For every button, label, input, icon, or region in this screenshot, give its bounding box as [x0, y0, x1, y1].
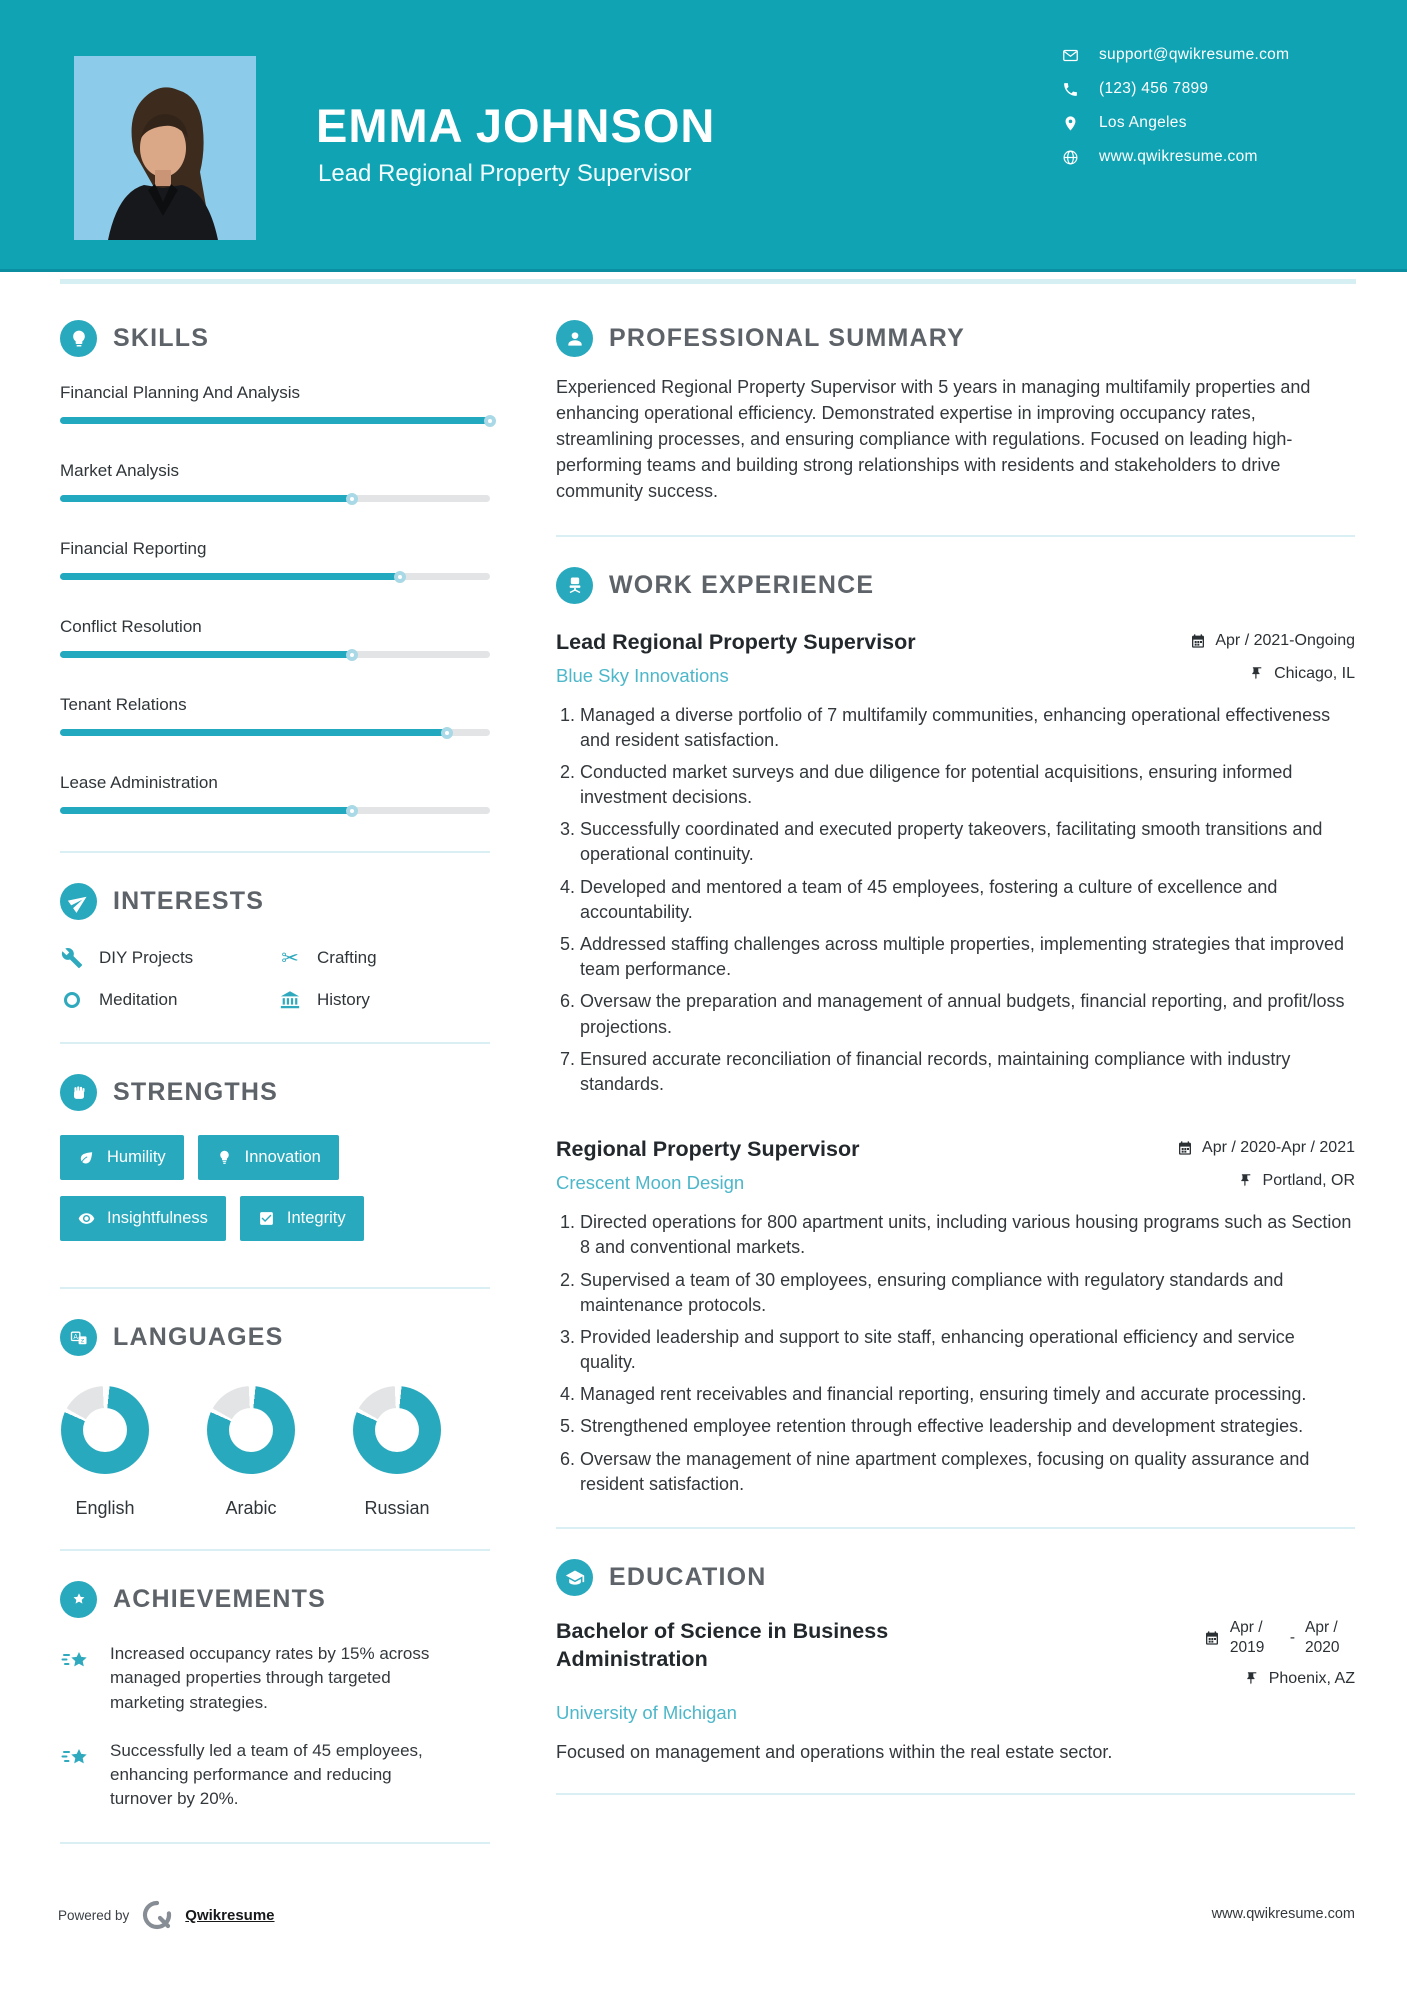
- rosette-icon: [60, 1581, 97, 1618]
- section-title: PROFESSIONAL SUMMARY: [609, 324, 965, 352]
- skill-label: Lease Administration: [60, 773, 218, 792]
- leaf-icon: [78, 1149, 95, 1166]
- pushpin-icon: [1244, 1671, 1260, 1687]
- job-dates: Apr / 2021-Ongoing: [1190, 632, 1355, 650]
- education-dates: [1204, 1618, 1355, 1658]
- job-bullet: 3. Provided leadership and support to site staff, enhancing operational efficiency and service quality.: [580, 1325, 1355, 1375]
- interest-label: History: [317, 990, 370, 1009]
- divider: [556, 1793, 1355, 1795]
- person-icon: [556, 320, 593, 357]
- calendar-icon: [1190, 633, 1206, 649]
- graduation-cap-icon: [556, 1559, 593, 1596]
- divider: [556, 1527, 1355, 1529]
- footer-site-url[interactable]: www.qwikresume.com: [1211, 1906, 1355, 1922]
- education-note: Focused on management and operations within the real estate sector.: [556, 1742, 1113, 1763]
- strengths-list: [60, 1135, 490, 1257]
- lightbulb-icon: [216, 1149, 233, 1166]
- main-content: [556, 320, 1355, 1825]
- check-square-icon: [258, 1210, 275, 1227]
- slider-knob[interactable]: [346, 493, 358, 505]
- summary-text: Experienced Regional Property Supervisor with 5 years in managing multifamily properties and enhancing operational efficiency. Demonstrated expertise in improving occupancy rates, streamlining processes, and ensuring compliance with regulations. Focused on leading high-performing teams and building strong relationships with residents and stakeholders to drive community success.: [556, 377, 1311, 501]
- strength-label: Integrity: [286, 1209, 346, 1227]
- interest-label: Crafting: [317, 948, 377, 967]
- job-dates: Apr / 2020-Apr / 2021: [1177, 1139, 1355, 1157]
- slider-knob[interactable]: [394, 571, 406, 583]
- achievement-item: [60, 1739, 490, 1812]
- museum-icon: [278, 988, 302, 1012]
- job-title: Lead Regional Property Supervisor: [556, 629, 916, 654]
- location-icon: [1062, 115, 1079, 132]
- job-bullet: 4. Developed and mentored a team of 45 employees, fostering a culture of excellence and accountability.: [580, 875, 1355, 925]
- slider-knob[interactable]: [346, 649, 358, 661]
- section-interests-heading: [60, 883, 490, 920]
- slider-knob[interactable]: [484, 415, 496, 427]
- skill-label: Conflict Resolution: [60, 617, 202, 636]
- job-bullet-list: [556, 703, 1355, 1098]
- shooting-star-icon: [60, 1741, 92, 1773]
- contact-location-text: Los Angeles: [1099, 114, 1187, 131]
- slider-knob[interactable]: [441, 727, 453, 739]
- job-bullet: 5. Addressed staffing challenges across multiple properties, implementing strategies that improved team performance.: [580, 932, 1355, 982]
- skill-item: [60, 773, 490, 814]
- skill-slider[interactable]: [60, 729, 490, 736]
- skill-item: [60, 617, 490, 658]
- strength-badge: [240, 1196, 364, 1241]
- section-strengths-heading: [60, 1074, 490, 1111]
- divider: [60, 1287, 490, 1289]
- translate-icon: [60, 1319, 97, 1356]
- interest-item: [278, 946, 490, 970]
- calendar-icon: [1204, 1630, 1220, 1646]
- strength-label: Humility: [107, 1148, 166, 1166]
- job-bullet: 5. Strengthened employee retention through effective leadership and development strategies.: [580, 1414, 1355, 1439]
- sidebar: [60, 320, 490, 1874]
- globe-icon: [1062, 149, 1079, 166]
- contact-website-text: www.qwikresume.com: [1099, 148, 1258, 165]
- paper-plane-icon: [60, 883, 97, 920]
- section-education-heading: [556, 1559, 1355, 1596]
- language-donut: [353, 1386, 441, 1474]
- language-donut: [61, 1386, 149, 1474]
- job-bullet: 2. Conducted market surveys and due diligence for potential acquisitions, ensuring informed investment decisions.: [580, 760, 1355, 810]
- skill-item: [60, 539, 490, 580]
- section-title: INTERESTS: [113, 887, 265, 915]
- skill-label: Financial Reporting: [60, 539, 207, 558]
- header-underline: [60, 279, 1356, 284]
- calendar-icon: [1177, 1140, 1193, 1156]
- language-item: [352, 1386, 442, 1519]
- contact-info: [1062, 44, 1289, 180]
- strength-badge: [60, 1135, 184, 1180]
- header-banner: [0, 0, 1407, 272]
- scissors-icon: ✂: [281, 945, 299, 970]
- interest-label: Meditation: [99, 990, 178, 1009]
- interest-item: [60, 988, 278, 1012]
- job-bullet: 6. Oversaw the preparation and management of annual budgets, financial reporting, and profit/loss projections.: [580, 989, 1355, 1039]
- divider: [60, 1042, 490, 1044]
- languages-list: [60, 1386, 490, 1519]
- section-summary-heading: [556, 320, 1355, 357]
- lightbulb-icon: [60, 320, 97, 357]
- section-title: ACHIEVEMENTS: [113, 1585, 327, 1613]
- contact-phone-text: (123) 456 7899: [1099, 80, 1209, 97]
- office-chair-icon: [556, 567, 593, 604]
- skill-slider[interactable]: [60, 807, 490, 814]
- powered-by-label: Powered by: [58, 1907, 130, 1923]
- divider: [60, 851, 490, 853]
- language-item: [60, 1386, 150, 1519]
- svg-text:A: A: [72, 1332, 78, 1341]
- section-languages-heading: [60, 1319, 490, 1356]
- section-skills-heading: [60, 320, 490, 357]
- strength-badge: [60, 1196, 226, 1241]
- achievement-text: Increased occupancy rates by 15% across managed properties through targeted marketing strategies.: [110, 1644, 430, 1712]
- contact-email[interactable]: [1062, 44, 1289, 66]
- section-experience-heading: [556, 567, 1355, 604]
- interest-item: [278, 988, 490, 1012]
- job-bullet: 1. Directed operations for 800 apartment units, including various housing programs such as Section 8 and conventional markets.: [580, 1210, 1355, 1260]
- language-label: Arabic: [225, 1498, 277, 1518]
- section-title: STRENGTHS: [113, 1078, 278, 1106]
- job-entry: [556, 1137, 1355, 1497]
- skill-slider[interactable]: [60, 417, 490, 424]
- pushpin-icon: [1238, 1173, 1254, 1189]
- circle-icon: [60, 988, 84, 1012]
- company-name[interactable]: Crescent Moon Design: [556, 1172, 745, 1194]
- language-item: [206, 1386, 296, 1519]
- language-label: English: [75, 1498, 135, 1518]
- school-name[interactable]: University of Michigan: [556, 1702, 737, 1724]
- fist-icon: [60, 1074, 97, 1111]
- job-bullet: 7. Ensured accurate reconciliation of financial records, maintaining compliance with industry standards.: [580, 1047, 1355, 1097]
- company-name[interactable]: Blue Sky Innovations: [556, 664, 729, 686]
- job-bullet-list: [556, 1210, 1355, 1497]
- education-date-end: Apr / 2020: [1305, 1619, 1340, 1657]
- interest-item: [60, 946, 278, 970]
- contact-email-text: support@qwikresume.com: [1099, 46, 1290, 63]
- skill-label: Tenant Relations: [60, 695, 187, 714]
- job-location: Portland, OR: [1238, 1172, 1355, 1190]
- skill-item: [60, 461, 490, 502]
- section-title: EDUCATION: [609, 1563, 767, 1592]
- phone-icon: [1062, 81, 1079, 98]
- candidate-name: EMMA JOHNSON: [316, 99, 716, 152]
- education-location: Phoenix, AZ: [1244, 1670, 1355, 1688]
- job-bullet: 6. Oversaw the management of nine apartment complexes, focusing on quality assurance and resident satisfaction.: [580, 1447, 1355, 1497]
- degree-title: Bachelor of Science in Business Administration: [556, 1619, 889, 1671]
- job-entry: [556, 630, 1355, 1098]
- contact-phone: [1062, 78, 1289, 100]
- job-location: Chicago, IL: [1249, 665, 1355, 683]
- achievement-text: Successfully led a team of 45 employees, enhancing performance and reducing turnover by 20%.: [110, 1740, 423, 1809]
- skill-label: Market Analysis: [60, 461, 180, 480]
- achievement-item: [60, 1642, 490, 1715]
- section-title: WORK EXPERIENCE: [609, 570, 875, 599]
- footer-branding: [58, 1898, 275, 1932]
- job-bullet: 2. Supervised a team of 30 employees, ensuring compliance with regulatory standards and maintenance protocols.: [580, 1268, 1355, 1318]
- section-title: LANGUAGES: [113, 1323, 284, 1351]
- email-icon: [1062, 47, 1079, 64]
- job-bullet: 1. Managed a diverse portfolio of 7 multifamily communities, enhancing operational effectiveness and resident satisfaction.: [580, 703, 1355, 753]
- profile-photo: [74, 56, 256, 240]
- wrench-icon: [60, 946, 84, 970]
- skill-label: Financial Planning And Analysis: [60, 383, 301, 402]
- svg-text:z: z: [80, 1336, 84, 1344]
- education-date-start: Apr / 2019: [1229, 1619, 1265, 1657]
- date-separator: -: [1289, 1629, 1295, 1647]
- strength-label: Innovation: [244, 1148, 321, 1166]
- contact-location: [1062, 112, 1289, 134]
- skill-slider[interactable]: [60, 651, 490, 658]
- job-bullet: 4. Managed rent receivables and financial reporting, ensuring timely and accurate processing.: [580, 1382, 1355, 1407]
- job-bullet: 3. Successfully coordinated and executed property takeovers, facilitating smooth transitions and operational continuity.: [580, 817, 1355, 867]
- qwikresume-brand-link[interactable]: Qwikresume: [185, 1906, 275, 1924]
- slider-knob[interactable]: [346, 805, 358, 817]
- skill-slider[interactable]: [60, 573, 490, 580]
- job-title: Regional Property Supervisor: [556, 1137, 860, 1162]
- divider: [60, 1842, 490, 1844]
- shooting-star-icon: [60, 1644, 92, 1676]
- candidate-title: Lead Regional Property Supervisor: [318, 160, 692, 187]
- education-entry: [556, 1618, 1355, 1688]
- contact-website[interactable]: [1062, 146, 1289, 168]
- divider: [60, 1549, 490, 1551]
- interests-list: [60, 946, 490, 1012]
- skill-item: [60, 695, 490, 736]
- language-donut: [207, 1386, 295, 1474]
- strength-badge: [198, 1135, 339, 1180]
- pushpin-icon: [1249, 666, 1265, 682]
- divider: [556, 535, 1355, 537]
- skill-item: [60, 383, 490, 424]
- interest-label: DIY Projects: [99, 948, 194, 967]
- skill-slider[interactable]: [60, 495, 490, 502]
- strength-label: Insightfulness: [107, 1209, 208, 1227]
- section-title: SKILLS: [113, 324, 210, 352]
- qwikresume-logo-icon: [140, 1898, 174, 1932]
- eye-icon: [78, 1210, 95, 1227]
- language-label: Russian: [364, 1498, 430, 1518]
- section-achievements-heading: [60, 1581, 490, 1618]
